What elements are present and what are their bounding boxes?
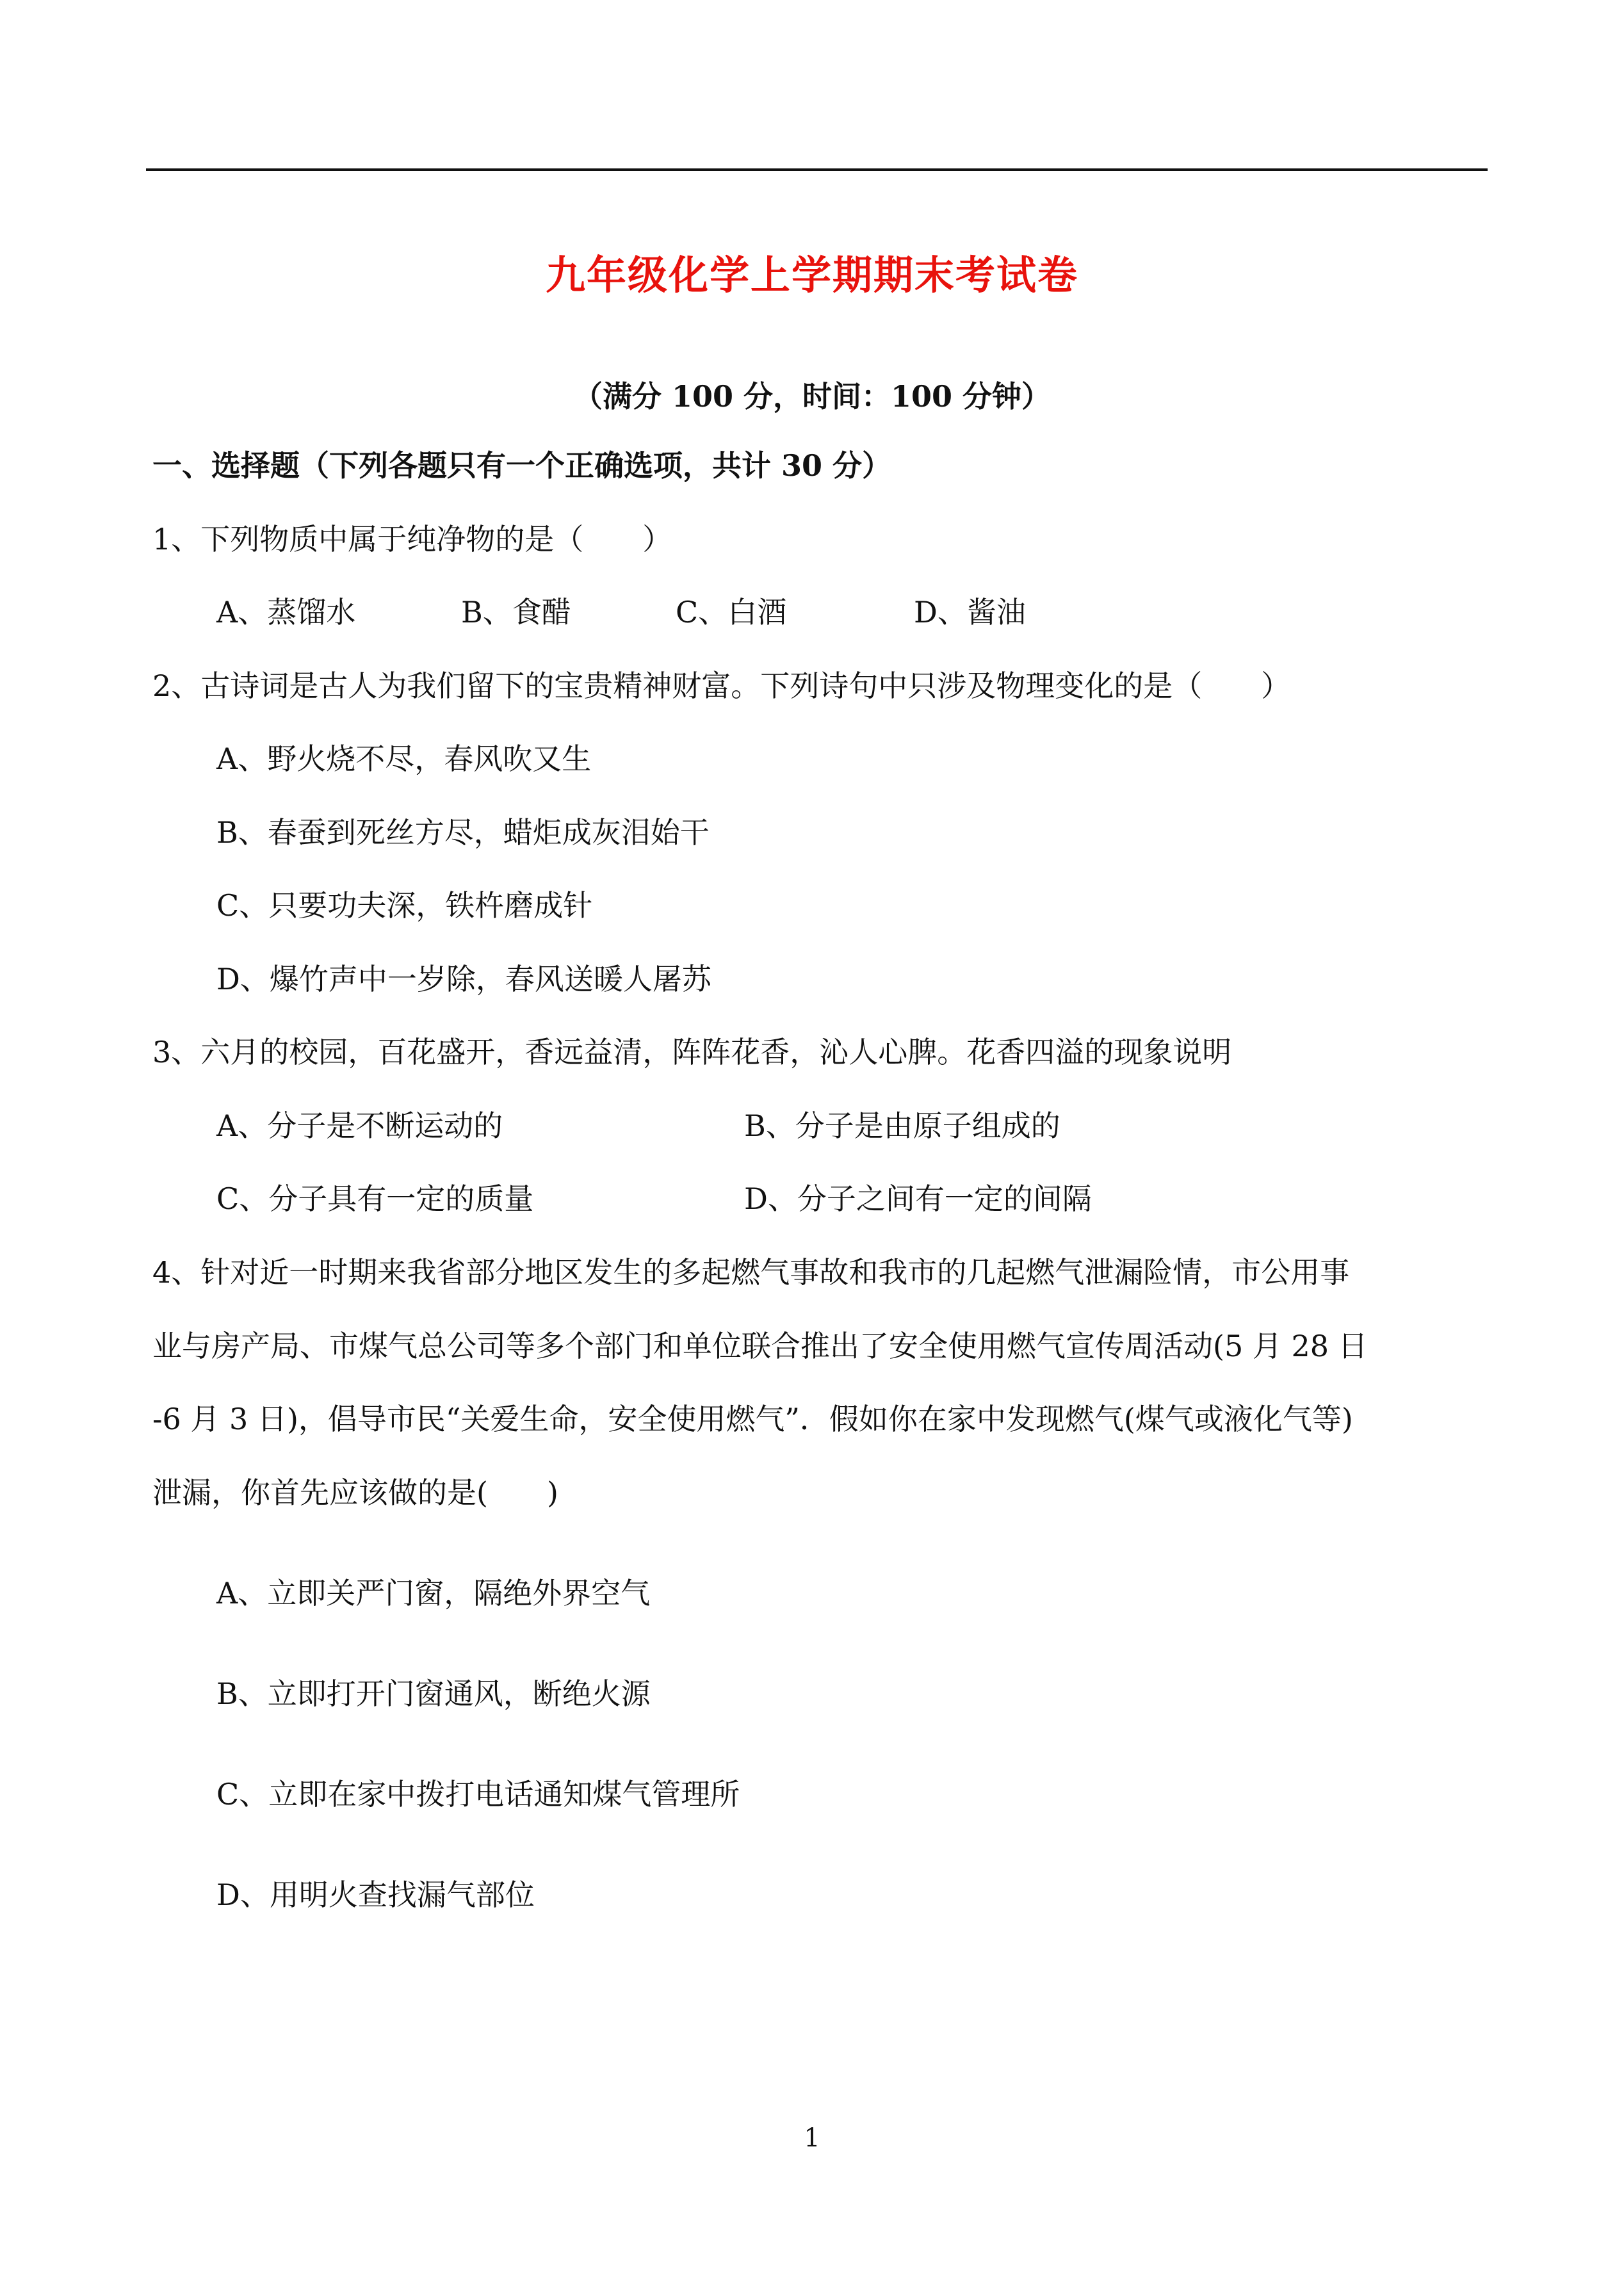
header-rule (146, 168, 1488, 171)
question-1-option-d: D、酱油 (914, 595, 1026, 629)
exam-title: 九年级化学上学期期末考试卷 (545, 252, 1078, 298)
question-2-option-a: A、野火烧不尽，春风吹又生 (216, 742, 592, 776)
exam-subtitle: （满分 100 分，时间：100 分钟） (572, 379, 1052, 414)
question-1-options (216, 593, 1026, 631)
section-heading: 一、选择题（下列各题只有一个正确选项，共计 30 分） (152, 448, 892, 483)
question-4-option-b: B、立即打开门窗通风，断绝火源 (216, 1676, 651, 1711)
question-2-option-d: D、爆竹声中一岁除，春风送暖人屠苏 (216, 962, 711, 996)
question-1-stem: 1、下列物质中属于纯净物的是（ ） (152, 522, 672, 556)
question-3-option-d: D、分子之间有一定的间隔 (744, 1181, 1092, 1216)
question-3-option-b: B、分子是由原子组成的 (744, 1108, 1060, 1143)
question-1-option-b: B、食醋 (461, 595, 571, 629)
question-2-option-b: B、春蚕到死丝方尽，蜡炬成灰泪始干 (216, 815, 710, 850)
question-3-option-a: A、分子是不断运动的 (216, 1108, 503, 1143)
question-4-stem-line-1: 4、针对近一时期来我省部分地区发生的多起燃气事故和我市的几起燃气泄漏险情，市公用事 (152, 1255, 1350, 1290)
question-4-stem-line-4: 泄漏，你首先应该做的是( ) (152, 1475, 558, 1510)
question-3-option-c: C、分子具有一定的质量 (216, 1181, 534, 1216)
question-2-option-c: C、只要功夫深，铁杵磨成针 (216, 888, 593, 923)
question-4-option-a: A、立即关严门窗，隔绝外界空气 (216, 1576, 651, 1610)
question-2-stem: 2、古诗词是古人为我们留下的宝贵精神财富。下列诗句中只涉及物理变化的是（ ） (152, 669, 1291, 703)
question-1-option-a: A、蒸馏水 (216, 595, 356, 629)
question-3-stem: 3、六月的校园，百花盛开，香远益清，阵阵花香，沁人心脾。花香四溢的现象说明 (152, 1035, 1232, 1069)
question-4-stem-line-2: 业与房产局、市煤气总公司等多个部门和单位联合推出了安全使用燃气宣传周活动(5 月 28 日 (152, 1329, 1368, 1363)
question-4-stem-line-3: -6 月 3 日)，倡导市民“关爱生命，安全使用燃气”．假如你在家中发现燃气(煤气或液化气等) (152, 1402, 1353, 1436)
question-1-option-c: C、白酒 (676, 595, 787, 629)
question-4-option-c: C、立即在家中拨打电话通知煤气管理所 (216, 1777, 740, 1812)
page-number: 1 (804, 2123, 820, 2153)
question-4-option-d: D、用明火查找漏气部位 (216, 1877, 535, 1912)
